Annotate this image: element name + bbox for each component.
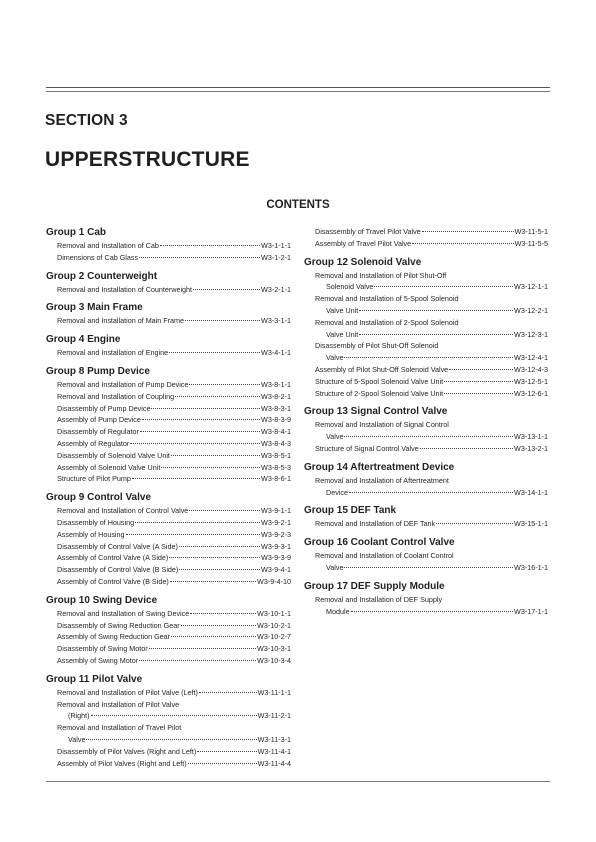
toc-entry-title: Disassembly of Swing Motor <box>57 644 148 654</box>
toc-page-number: W3-8-5-3 <box>261 462 291 472</box>
toc-entry-title: Device <box>326 487 348 497</box>
toc-entry-title: Structure of 5-Spool Solenoid Valve Unit <box>315 376 444 386</box>
toc-entry-title: Removal and Installation of Pump Device <box>57 379 189 389</box>
toc-entry-title: (Right) <box>68 711 90 721</box>
toc-group-title: Group 4 Engine <box>46 334 121 346</box>
footer-rule <box>46 781 550 782</box>
toc-entry[interactable] <box>315 388 548 400</box>
toc-entry-title: Valve <box>326 353 344 363</box>
toc-entry-title: Disassembly of Solenoid Valve Unit <box>57 450 170 460</box>
toc-entry[interactable] <box>315 594 548 618</box>
dot-leader <box>175 396 260 397</box>
toc-page-number: W3-11-4-4 <box>257 758 291 768</box>
toc-page-number: W3-10-2-7 <box>257 632 291 642</box>
toc-page-number: W3-10-2-1 <box>257 620 291 630</box>
toc-entry-title: Assembly of Pilot Valves (Right and Left) <box>57 758 187 768</box>
toc-group <box>304 226 548 250</box>
toc-entry[interactable] <box>57 315 291 327</box>
toc-entry[interactable] <box>315 419 548 443</box>
toc-entry-title: Dimensions of Cab Glass <box>57 252 139 262</box>
toc-entry-title: Removal and Installation of Engine <box>57 348 169 358</box>
dot-leader <box>161 467 260 468</box>
toc-page-number: W3-8-3-1 <box>261 403 291 413</box>
toc-entry-title: Structure of Signal Control Valve <box>315 443 419 453</box>
toc-group <box>304 504 548 530</box>
toc-entry-title: Removal and Installation of Counterweight <box>57 284 193 294</box>
dot-leader <box>149 648 256 649</box>
toc-group-title: Group 17 DEF Supply Module <box>304 580 445 592</box>
toc-entry-title-line1: Removal and Installation of Aftertreatment <box>315 475 449 485</box>
toc-left-column <box>46 226 291 775</box>
toc-group-title: Group 16 Coolant Control Valve <box>304 537 455 549</box>
toc-entry-title-line1: Removal and Installation of 2-Spool Solenoid <box>315 317 459 327</box>
toc-entry-title: Valve Unit <box>326 329 359 339</box>
toc-page-number: W3-8-4-3 <box>261 438 291 448</box>
toc-entry[interactable] <box>57 240 291 252</box>
toc-entry-title: Assembly of Swing Motor <box>57 655 139 665</box>
dot-leader <box>169 557 260 558</box>
toc-entry[interactable] <box>57 699 291 723</box>
toc-group <box>46 270 291 296</box>
toc-entry[interactable] <box>57 529 291 541</box>
toc-page-number: W3-9-2-1 <box>261 517 291 527</box>
toc-group <box>304 580 548 618</box>
toc-page-number: W3-8-2-1 <box>261 391 291 401</box>
toc-page-number: W3-11-5-5 <box>514 238 548 248</box>
toc-page-number: W3-13-2-1 <box>514 443 548 453</box>
toc-entry-title: Assembly of Solenoid Valve Unit <box>57 462 161 472</box>
toc-entry-title: Removal and Installation of Swing Device <box>57 608 190 618</box>
toc-entry[interactable] <box>315 376 548 388</box>
toc-page-number: W3-12-2-1 <box>514 305 548 315</box>
dot-leader <box>126 534 261 535</box>
dot-leader <box>422 231 514 232</box>
toc-page-number: W3-9-4-10 <box>257 576 291 586</box>
toc-group <box>304 405 548 454</box>
toc-entry[interactable] <box>57 564 291 576</box>
toc-entry-title: Disassembly of Pump Device <box>57 403 151 413</box>
dot-leader <box>189 384 260 385</box>
toc-entry[interactable] <box>57 438 291 450</box>
toc-entry-title: Assembly of Control Valve (A Side) <box>57 553 169 563</box>
toc-page-number: W3-11-1-1 <box>257 687 291 697</box>
toc-entry[interactable] <box>315 317 548 341</box>
dot-leader <box>344 567 513 568</box>
toc-page-number: W3-11-2-1 <box>257 711 291 721</box>
contents-heading: CONTENTS <box>266 199 330 211</box>
toc-entry[interactable] <box>57 414 291 426</box>
header-rule-thin <box>46 91 550 92</box>
toc-page-number: W3-11-5-1 <box>514 227 548 236</box>
section-label: SECTION 3 <box>45 112 128 129</box>
dot-leader <box>160 245 260 246</box>
toc-entry-title: Valve Unit <box>326 305 359 315</box>
toc-entry[interactable] <box>315 475 548 499</box>
dot-leader <box>436 523 513 524</box>
toc-group-title: Group 10 Swing Device <box>46 594 158 606</box>
toc-page-number: W3-8-4-1 <box>261 427 291 437</box>
dot-leader <box>130 443 260 444</box>
toc-page-number: W3-4-1-1 <box>261 348 291 358</box>
dot-leader <box>344 436 513 437</box>
toc-page-number: W3-9-3-9 <box>261 553 291 563</box>
dot-leader <box>444 393 513 394</box>
dot-leader <box>349 492 513 493</box>
toc-entry[interactable] <box>315 293 548 317</box>
toc-entry-title-line1: Removal and Installation of Coolant Control <box>315 551 454 561</box>
dot-leader <box>420 448 513 449</box>
dot-leader <box>135 522 260 523</box>
dot-leader <box>181 625 256 626</box>
toc-entry-title: Assembly of Regulator <box>57 438 130 448</box>
toc-group <box>304 536 548 574</box>
toc-group <box>304 461 548 499</box>
toc-entry-title: Assembly of Pump Device <box>57 415 141 425</box>
toc-entry[interactable] <box>57 505 291 517</box>
toc-entry[interactable] <box>57 403 291 415</box>
section-title: UPPERSTRUCTURE <box>45 148 250 171</box>
toc-group-title: Group 2 Counterweight <box>46 270 158 282</box>
toc-page-number: W3-1-1-1 <box>261 241 291 250</box>
toc-group-title: Group 15 DEF Tank <box>304 505 397 517</box>
dot-leader <box>169 352 260 353</box>
toc-group-title: Group 9 Control Valve <box>46 492 152 504</box>
dot-leader <box>188 763 257 764</box>
toc-entry[interactable] <box>57 391 291 403</box>
toc-group <box>46 673 291 770</box>
toc-page-number: W3-8-1-1 <box>261 379 291 389</box>
toc-entry-title: Structure of Pilot Pump <box>57 474 131 484</box>
toc-group <box>46 226 291 264</box>
toc-group <box>46 491 291 588</box>
toc-group-title: Group 8 Pump Device <box>46 365 150 377</box>
toc-entry-title: Disassembly of Pilot Valves (Right and Left) <box>57 746 197 756</box>
dot-leader <box>190 613 256 614</box>
toc-page-number: W3-12-3-1 <box>514 329 548 339</box>
toc-entry[interactable] <box>315 443 548 455</box>
toc-entry-title-line1: Removal and Installation of 5-Spool Solenoid <box>315 294 459 304</box>
dot-leader <box>344 357 513 358</box>
toc-page-number: W3-10-1-1 <box>257 608 291 618</box>
dot-leader <box>139 660 256 661</box>
dot-leader <box>179 546 260 547</box>
toc-entry[interactable] <box>315 226 548 238</box>
dot-leader <box>140 431 260 432</box>
toc-group <box>46 333 291 359</box>
toc-group-title: Group 3 Main Frame <box>46 302 143 314</box>
toc-page-number: W3-8-5-1 <box>261 450 291 460</box>
toc-entry-title: Removal and Installation of Coupling <box>57 391 175 401</box>
toc-entry[interactable] <box>57 746 291 758</box>
toc-page-number: W3-12-6-1 <box>514 388 548 398</box>
toc-entry-title: Removal and Installation of Control Valve <box>57 506 189 516</box>
toc-entry[interactable] <box>57 552 291 564</box>
toc-entry-title-line1: Disassembly of Pilot Shut-Off Solenoid <box>315 341 439 351</box>
dot-leader <box>91 715 257 716</box>
toc-entry[interactable] <box>57 379 291 391</box>
dot-leader <box>197 751 256 752</box>
toc-entry-title: Valve <box>326 562 344 572</box>
toc-group <box>304 256 548 400</box>
dot-leader <box>199 692 257 693</box>
toc-entry[interactable] <box>57 643 291 655</box>
toc-entry[interactable] <box>57 722 291 746</box>
toc-entry-title: Assembly of Swing Reduction Gear <box>57 632 171 642</box>
toc-entry-title: Assembly of Control Valve (B Side) <box>57 576 169 586</box>
dot-leader <box>359 310 513 311</box>
toc-group <box>46 594 291 667</box>
dot-leader <box>171 636 256 637</box>
toc-page-number: W3-10-3-4 <box>257 655 291 665</box>
dot-leader <box>449 369 513 370</box>
toc-entry[interactable] <box>57 284 291 296</box>
toc-entry[interactable] <box>315 550 548 574</box>
toc-entry-title: Disassembly of Swing Reduction Gear <box>57 620 180 630</box>
toc-entry[interactable] <box>57 473 291 485</box>
toc-page-number: W3-10-3-1 <box>257 644 291 654</box>
dot-leader <box>142 419 260 420</box>
dot-leader <box>139 257 260 258</box>
toc-entry[interactable] <box>57 687 291 699</box>
toc-entry[interactable] <box>57 758 291 770</box>
dot-leader <box>170 581 256 582</box>
dot-leader <box>444 381 513 382</box>
toc-group-title: Group 13 Signal Control Valve <box>304 406 448 418</box>
toc-entry-title: Removal and Installation of DEF Tank <box>315 519 436 529</box>
toc-entry[interactable] <box>57 620 291 632</box>
toc-entry-title: Assembly of Housing <box>57 529 125 539</box>
toc-entry[interactable] <box>57 608 291 620</box>
toc-page-number: W3-17-1-1 <box>514 606 548 616</box>
toc-entry[interactable] <box>57 631 291 643</box>
toc-page-number: W3-16-1-1 <box>514 562 548 572</box>
toc-entry-title: Structure of 2-Spool Solenoid Valve Unit <box>315 388 444 398</box>
dot-leader <box>151 408 260 409</box>
toc-entry-title: Removal and Installation of Cab <box>57 241 159 250</box>
toc-entry-title-line1: Removal and Installation of Pilot Valve <box>57 699 180 709</box>
toc-group-title: Group 1 Cab <box>46 227 107 238</box>
toc-entry[interactable] <box>57 655 291 667</box>
toc-entry[interactable] <box>57 347 291 359</box>
toc-entry-title: Assembly of Travel Pilot Valve <box>315 238 412 248</box>
toc-group-title: Group 12 Solenoid Valve <box>304 256 422 268</box>
toc-page-number: W3-8-6-1 <box>261 474 291 484</box>
toc-entry[interactable] <box>315 518 548 530</box>
toc-entry-title: Assembly of Pilot Shut-Off Solenoid Valve <box>315 364 449 374</box>
dot-leader <box>132 478 260 479</box>
toc-group <box>46 301 291 327</box>
dot-leader <box>359 334 513 335</box>
toc-entry-title: Disassembly of Travel Pilot Valve <box>315 227 421 236</box>
toc-entry[interactable] <box>57 462 291 474</box>
toc-entry-title: Removal and Installation of Main Frame <box>57 316 185 326</box>
toc-page-number: W3-12-4-1 <box>514 353 548 363</box>
dot-leader <box>171 455 260 456</box>
toc-page-number: W3-9-3-1 <box>261 541 291 551</box>
toc-page-number: W3-12-5-1 <box>514 376 548 386</box>
toc-entry[interactable] <box>315 364 548 376</box>
toc-group-title: Group 14 Aftertreatment Device <box>304 461 455 473</box>
toc-entry[interactable] <box>315 340 548 364</box>
toc-page-number: W3-3-1-1 <box>261 316 291 326</box>
toc-page-number: W3-12-4-3 <box>514 364 548 374</box>
toc-entry[interactable] <box>315 238 548 250</box>
dot-leader <box>179 569 260 570</box>
dot-leader <box>351 611 513 612</box>
toc-entry[interactable] <box>57 252 291 264</box>
dot-leader <box>374 286 513 287</box>
toc-entry-title: Disassembly of Control Valve (B Side) <box>57 565 179 575</box>
toc-entry-title-line1: Removal and Installation of Signal Control <box>315 420 449 430</box>
toc-page-number: W3-14-1-1 <box>514 487 548 497</box>
toc-entry-title: Valve <box>326 432 344 442</box>
toc-entry-title-line1: Removal and Installation of Travel Pilot <box>57 723 182 733</box>
toc-page-number: W3-13-1-1 <box>514 432 548 442</box>
toc-page-number: W3-11-4-1 <box>257 746 291 756</box>
toc-page-number: W3-8-3-9 <box>261 415 291 425</box>
dot-leader <box>412 243 513 244</box>
dot-leader <box>189 510 260 511</box>
toc-entry-title: Disassembly of Housing <box>57 517 135 527</box>
dot-leader <box>185 320 260 321</box>
toc-entry[interactable] <box>57 541 291 553</box>
toc-page-number: W3-2-1-1 <box>261 284 291 294</box>
toc-entry-title-line1: Removal and Installation of Pilot Shut-Off <box>315 270 447 280</box>
toc-entry-title: Valve <box>68 734 86 744</box>
toc-entry[interactable] <box>57 426 291 438</box>
toc-page-number: W3-15-1-1 <box>514 519 548 529</box>
toc-entry[interactable] <box>315 270 548 294</box>
toc-page-number: W3-9-4-1 <box>261 565 291 575</box>
toc-entry-title: Solenoid Valve <box>326 282 374 292</box>
toc-entry-title: Disassembly of Control Valve (A Side) <box>57 541 178 551</box>
toc-page-number: W3-12-1-1 <box>514 282 548 292</box>
toc-entry-title: Module <box>326 606 350 616</box>
toc-entry[interactable] <box>57 517 291 529</box>
toc-entry[interactable] <box>57 576 291 588</box>
toc-page-number: W3-11-3-1 <box>257 734 291 744</box>
dot-leader <box>86 739 256 740</box>
toc-entry-title-line1: Removal and Installation of DEF Supply <box>315 594 443 604</box>
toc-group-title: Group 11 Pilot Valve <box>46 673 143 685</box>
toc-entry-title: Disassembly of Regulator <box>57 427 139 437</box>
header-rule-thick <box>46 87 550 88</box>
toc-page-number: W3-9-2-3 <box>261 529 291 539</box>
toc-entry-title: Removal and Installation of Pilot Valve (Left) <box>57 687 198 697</box>
toc-page-number: W3-9-1-1 <box>261 506 291 516</box>
toc-page-number: W3-1-2-1 <box>261 252 291 262</box>
dot-leader <box>193 289 260 290</box>
toc-entry[interactable] <box>57 450 291 462</box>
toc-group <box>46 365 291 485</box>
toc-right-column <box>304 226 548 623</box>
